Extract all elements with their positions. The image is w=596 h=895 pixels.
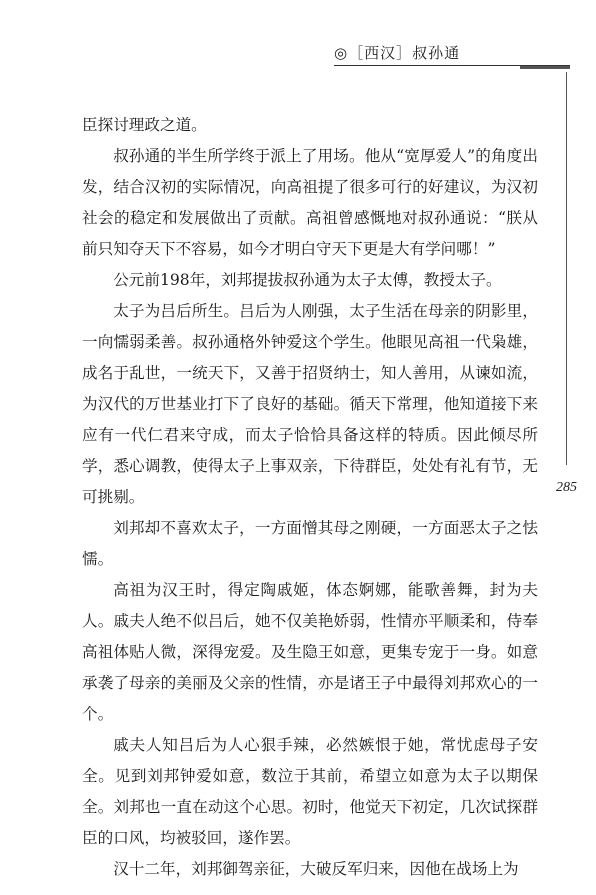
header-rule-thick [520,66,570,69]
body-text [82,110,538,885]
paragraph-continued: 臣探讨理政之道。 [82,116,207,134]
paragraph: 刘邦却不喜欢太子，一方面憎其母之刚硬，一方面恶太子之怯懦。 [82,519,538,568]
margin-rule [566,72,567,465]
running-header [334,36,570,70]
page-number: 285 [556,480,577,495]
paragraph: 汉十二年，刘邦御驾亲征，大破反军归来，因他在战场上为 [113,860,519,878]
paragraph: 戚夫人知吕后为人心狠手辣，必然嫉恨于她，常忧虑母子安全。见到刘邦钟爱如意，数泣于其前，希望立如意为太子以期保全。刘邦也一直在动这个心思。初时，他觉天下初定，几次试探群臣的口风，均被驳回，遂作罢。 [82,736,538,847]
paragraph: 太子为吕后所生。吕后为人刚强，太子生活在母亲的阴影里，一向懦弱柔善。叔孙通格外钟爱这个学生。他眼见高祖一代枭雄，成名于乱世，一统天下，又善于招贤纳士，知人善用，从谏如流，为汉代的万世基业打下了良好的基础。循天下常理，他知道接下来应有一代仁君来守成，而太子恰恰具备这样的特质。因此倾尽所学，悉心调教，使得太子上事双亲，下待群臣，处处有礼有节，无可挑剔。 [82,302,538,506]
paragraph: 叔孙通的半生所学终于派上了用场。他从“宽厚爱人”的角度出发，结合汉初的实际情况，向高祖提了很多可行的好建议，为汉初社会的稳定和发展做出了贡献。高祖曾感慨地对叔孙通说：“朕从前只知夺天下不容易，如今才明白守天下更是大有学问哪！” [82,147,538,258]
header-title: ◎［西汉］叔孙通 [334,44,461,62]
paragraph: 高祖为汉王时，得定陶戚姬，体态婀娜，能歌善舞，封为夫人。戚夫人绝不似吕后，她不仅美艳娇弱，性情亦平顺柔和，侍奉高祖体贴人微，深得宠爱。及生隐王如意，更集专宠于一身。如意承袭了母亲的美丽及父亲的性情，亦是诸王子中最得刘邦欢心的一个。 [82,581,538,723]
paragraph: 公元前198年，刘邦提拔叔孙通为太子太傅，教授太子。 [113,271,502,289]
